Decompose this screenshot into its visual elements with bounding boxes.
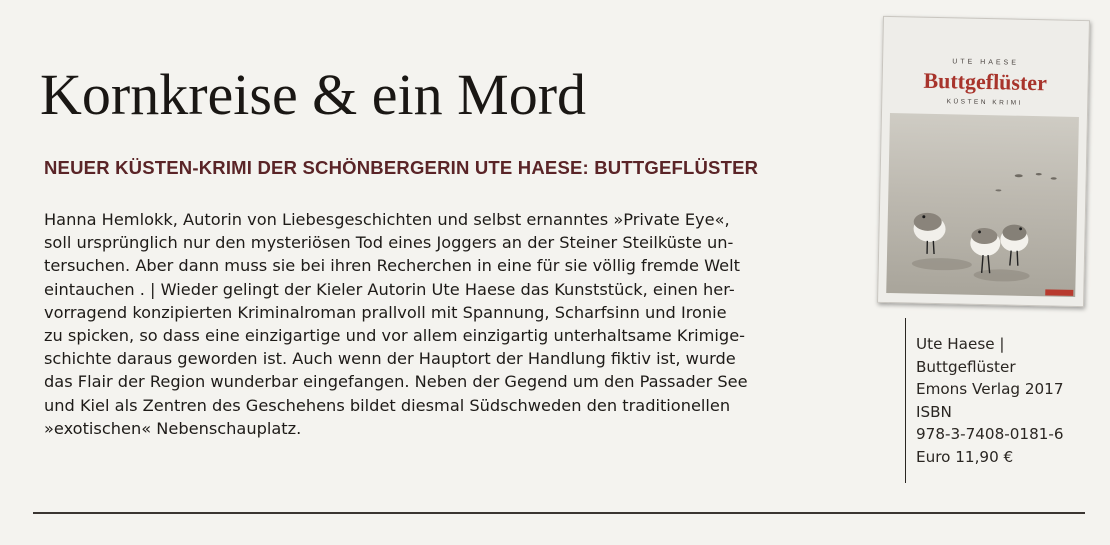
body-line: »exotischen« Nebenschauplatz. bbox=[44, 418, 302, 438]
sandpipers-illustration bbox=[886, 113, 1079, 297]
body-line: schichte daraus geworden ist. Auch wenn der Hauptort der Handlung fiktiv ist, wurde bbox=[44, 349, 736, 369]
info-price: Euro 11,90 € bbox=[916, 447, 1014, 466]
info-divider bbox=[905, 318, 906, 483]
body-line: das Flair der Region wunderbar eingefangen. Neben der Gegend um den Passader See bbox=[44, 372, 748, 392]
info-isbn: 978-3-7408-0181-6 bbox=[916, 425, 1064, 443]
body-line: soll ursprünglich nur den mysteriösen Tod eines Joggers an der Steiner Steilküste un- bbox=[44, 233, 734, 253]
body-line: tersuchen. Aber dann muss sie bei ihren Recherchen in eine für sie völlig fremde Welt bbox=[44, 256, 740, 276]
publisher-logo bbox=[1045, 289, 1073, 296]
article-headline: Kornkreise & ein Mord bbox=[40, 62, 587, 127]
body-line: Hanna Hemlokk, Autorin von Liebesgeschichten und selbst ernanntes »Private Eye«, bbox=[44, 210, 730, 229]
info-title: Buttgeflüster bbox=[916, 357, 1016, 376]
cover-photo-birds bbox=[886, 113, 1079, 297]
book-cover bbox=[877, 16, 1090, 307]
info-author: Ute Haese | bbox=[916, 335, 1005, 353]
cover-title: Buttgeflüster bbox=[923, 67, 1048, 96]
book-info bbox=[916, 333, 1064, 468]
cover-author: UTE HAESE bbox=[952, 58, 1019, 67]
article-subheadline: NEUER KÜSTEN-KRIMI DER SCHÖNBERGERIN UTE HAESE: BUTTGEFLÜSTER bbox=[44, 157, 759, 178]
body-line: eintauchen . | Wieder gelingt der Kieler Autorin Ute Haese das Kunststück, einen her- bbox=[44, 279, 735, 299]
body-line: und Kiel als Zentren des Geschehens bildet diesmal Südschweden den traditionellen bbox=[44, 395, 731, 415]
body-line: zu spicken, so dass eine einzigartige und vor allem einzigartig unterhaltsame Krimige- bbox=[44, 326, 746, 346]
info-publisher: Emons Verlag 2017 bbox=[916, 380, 1064, 398]
info-isbn-label: ISBN bbox=[916, 402, 952, 421]
article-body bbox=[44, 208, 874, 440]
bottom-rule bbox=[33, 512, 1085, 514]
cover-subtitle: KÜSTEN KRIMI bbox=[946, 98, 1023, 107]
body-line: vorragend konzipierten Kriminalroman prallvoll mit Spannung, Scharfsinn und Ironie bbox=[44, 302, 727, 322]
